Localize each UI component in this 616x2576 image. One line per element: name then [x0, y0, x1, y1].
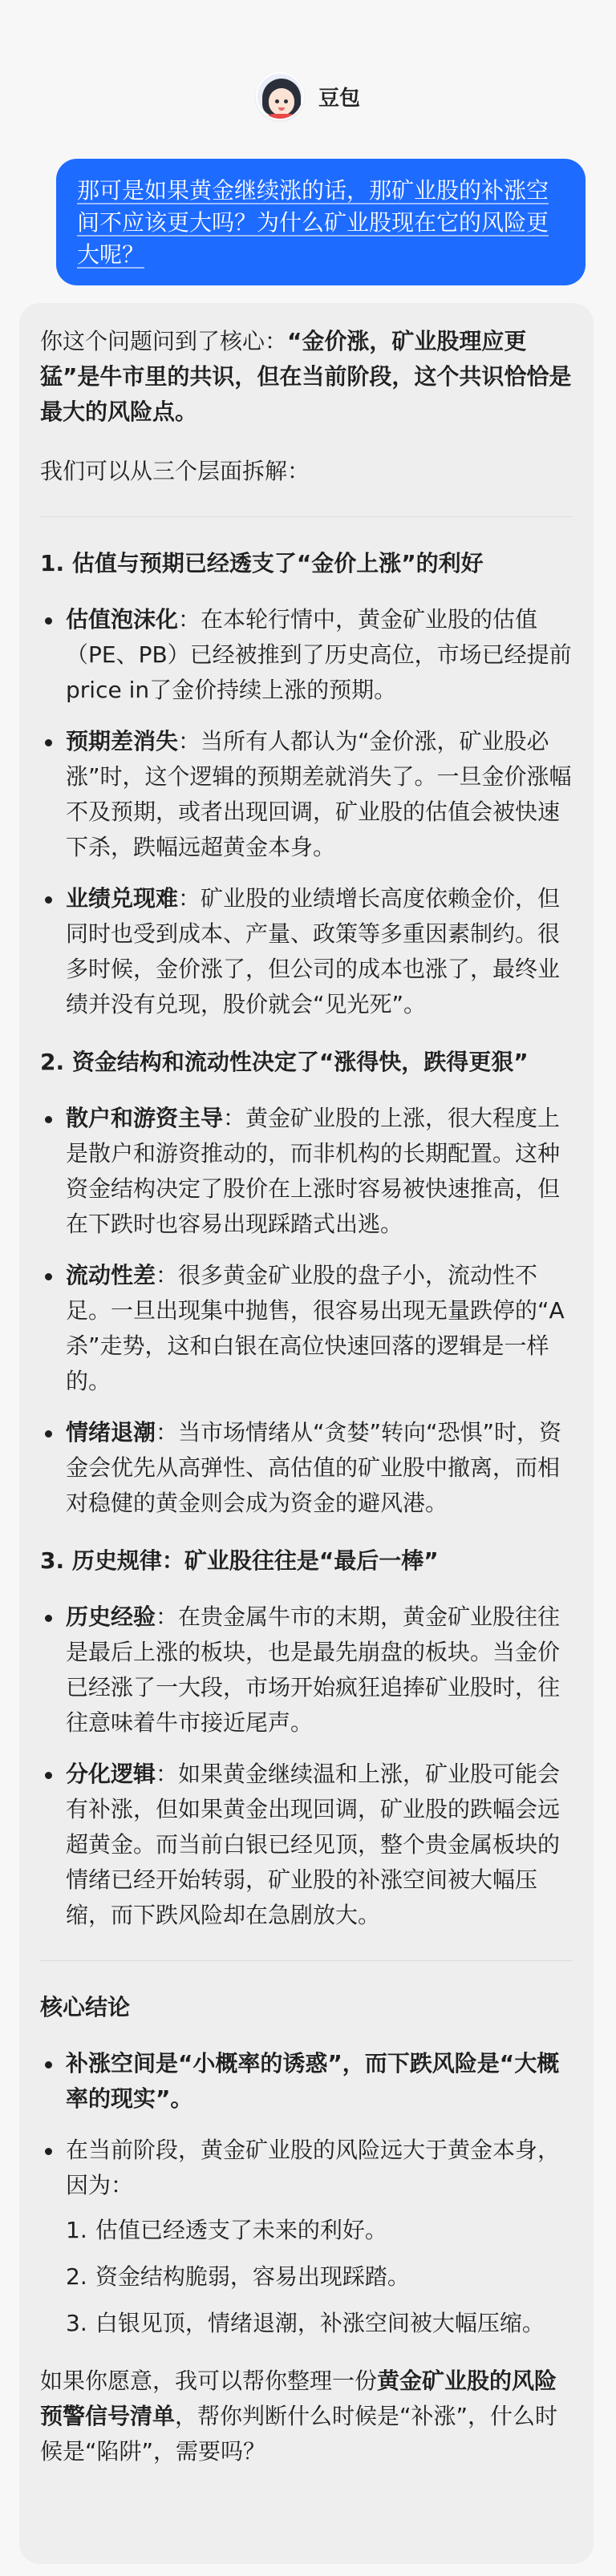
- item-label: 情绪退潮: [66, 1419, 156, 1446]
- reason-number: 3.: [66, 2310, 87, 2336]
- intro-bold-text: “金价涨，矿业股理应更猛”是牛市里的共识，但在当前阶段，这个共识恰恰是最大的风险点。: [40, 328, 572, 425]
- item-text: 当所有人都认为“金价涨，矿业股必涨”时，这个逻辑的预期差就消失了。一旦金价涨幅不及预期，或者出现回调，矿业股的估值会被快速下杀，跌幅远超黄金本身。: [66, 728, 572, 860]
- user-message-bubble[interactable]: [56, 159, 586, 285]
- assistant-message-card: [19, 303, 594, 2564]
- item-separator: ：: [156, 1262, 179, 1288]
- list-item: [40, 881, 573, 1022]
- bullet-list: [40, 602, 573, 1022]
- item-label: 散户和游资主导: [66, 1105, 224, 1131]
- item-label: 分化逻辑: [66, 1761, 156, 1787]
- reason-item: [66, 2213, 573, 2248]
- list-item: [40, 1757, 573, 1933]
- closing-text-tail: ，帮你判断什么时候是“补涨”，什么时候是“陷阱”，需要吗？: [40, 2403, 558, 2465]
- list-item: [40, 1258, 573, 1399]
- closing-text: 如果你愿意，我可以帮你整理一份: [40, 2368, 378, 2394]
- list-item: [40, 724, 573, 865]
- conclusion-list: [40, 2046, 573, 2341]
- intro-text: 你这个问题问到了核心：: [40, 328, 288, 354]
- item-text: 很多黄金矿业股的盘子小，流动性不足。一旦出现集中抛售，很容易出现无量跌停的“A杀”走势，这和白银在高位快速回落的逻辑是一样的。: [66, 1262, 565, 1394]
- item-separator: ：: [223, 1105, 246, 1131]
- item-label: 业绩兑现难: [66, 885, 179, 912]
- list-item: [40, 1101, 573, 1242]
- reason-item: [66, 2259, 573, 2295]
- list-item: [40, 2046, 573, 2117]
- chat-header: [0, 71, 616, 122]
- doubao-avatar-icon[interactable]: [256, 72, 304, 120]
- reason-text: 白银见顶，情绪退潮，补涨空间被大幅压缩。: [95, 2310, 545, 2336]
- item-separator: ：: [178, 885, 201, 912]
- list-item: [40, 1415, 573, 1521]
- item-label: 流动性差: [66, 1262, 156, 1288]
- list-item: [40, 2133, 573, 2341]
- section-title: 1. 估值与预期已经透支了“金价上涨”的利好: [40, 550, 484, 576]
- reason-number: 1.: [66, 2217, 87, 2243]
- reason-text: 资金结构脆弱，容易出现踩踏。: [95, 2263, 410, 2290]
- item-label: 预期差消失: [66, 728, 179, 754]
- reason-item: [66, 2306, 573, 2341]
- bullet-list: [40, 1599, 573, 1933]
- item-text: 在本轮行情中，黄金矿业股的估值（PE、PB）已经被推到了历史高位，市场已经提前price in了金价持续上涨的预期。: [66, 606, 572, 703]
- section-divider: [40, 1960, 573, 1961]
- item-text: 当市场情绪从“贪婪”转向“恐惧”时，资金会优先从高弹性、高估值的矿业股中撤离，而相对稳健的黄金则会成为资金的避风港。: [66, 1419, 562, 1516]
- conclusion-title: 核心结论: [40, 1994, 131, 2020]
- user-message-text: 那可是如果黄金继续涨的话，那矿业股的补涨空间不应该更大吗？为什么矿业股现在它的风险更大呢？: [77, 177, 549, 268]
- conclusion-bold-text: 补涨空间是“小概率的诱惑”，而下跌风险是“大概率的现实”。: [66, 2050, 560, 2112]
- closing-bold-text: 黄金矿业股的风险预警信号清单: [40, 2368, 557, 2429]
- item-label: 历史经验: [66, 1603, 156, 1630]
- conclusion-text: 在当前阶段，黄金矿业股的风险远大于黄金本身，因为：: [66, 2137, 561, 2198]
- section-divider: [40, 516, 573, 517]
- bullet-list: [40, 1101, 573, 1521]
- item-separator: ：: [156, 1419, 179, 1446]
- assistant-name[interactable]: 豆包: [318, 86, 360, 111]
- item-separator: ：: [156, 1761, 179, 1787]
- item-text: 矿业股的业绩增长高度依赖金价，但同时也受到成本、产量、政策等多重因素制约。很多时候，金价涨了，但公司的成本也涨了，最终业绩并没有兑现，股价就会“见光死”。: [66, 885, 561, 1017]
- intro-paragraph: [40, 324, 573, 430]
- item-text: 如果黄金继续温和上涨，矿业股可能会有补涨，但如果黄金出现回调，矿业股的跌幅会远超黄金。而当前白银已经见顶，整个贵金属板块的情绪已经开始转弱，矿业股的补涨空间被大幅压缩，而下跌风险却在急剧放大。: [66, 1761, 561, 1928]
- item-separator: ：: [178, 606, 201, 633]
- section-title: 3. 历史规律：矿业股往往是“最后一棒”: [40, 1547, 439, 1574]
- breakdown-paragraph: 我们可以从三个层面拆解：: [40, 458, 310, 484]
- list-item: [40, 1599, 573, 1741]
- reason-number: 2.: [66, 2263, 87, 2290]
- reasons-list: [66, 2213, 573, 2341]
- section-title: 2. 资金结构和流动性决定了“涨得快，跌得更狠”: [40, 1049, 529, 1075]
- item-label: 估值泡沫化: [66, 606, 179, 633]
- item-separator: ：: [178, 728, 201, 754]
- item-text: 在贵金属牛市的末期，黄金矿业股往往是最后上涨的板块，也是最先崩盘的板块。当金价已经涨了一大段，市场开始疯狂追捧矿业股时，往往意味着牛市接近尾声。: [66, 1603, 561, 1736]
- closing-paragraph: [40, 2364, 573, 2469]
- item-text: 黄金矿业股的上涨，很大程度上是散户和游资推动的，而非机构的长期配置。这种资金结构决定了股价在上涨时容易被快速推高，但在下跌时也容易出现踩踏式出逃。: [66, 1105, 561, 1237]
- list-item: [40, 602, 573, 708]
- item-separator: ：: [156, 1603, 179, 1630]
- reason-text: 估值已经透支了未来的利好。: [95, 2217, 387, 2243]
